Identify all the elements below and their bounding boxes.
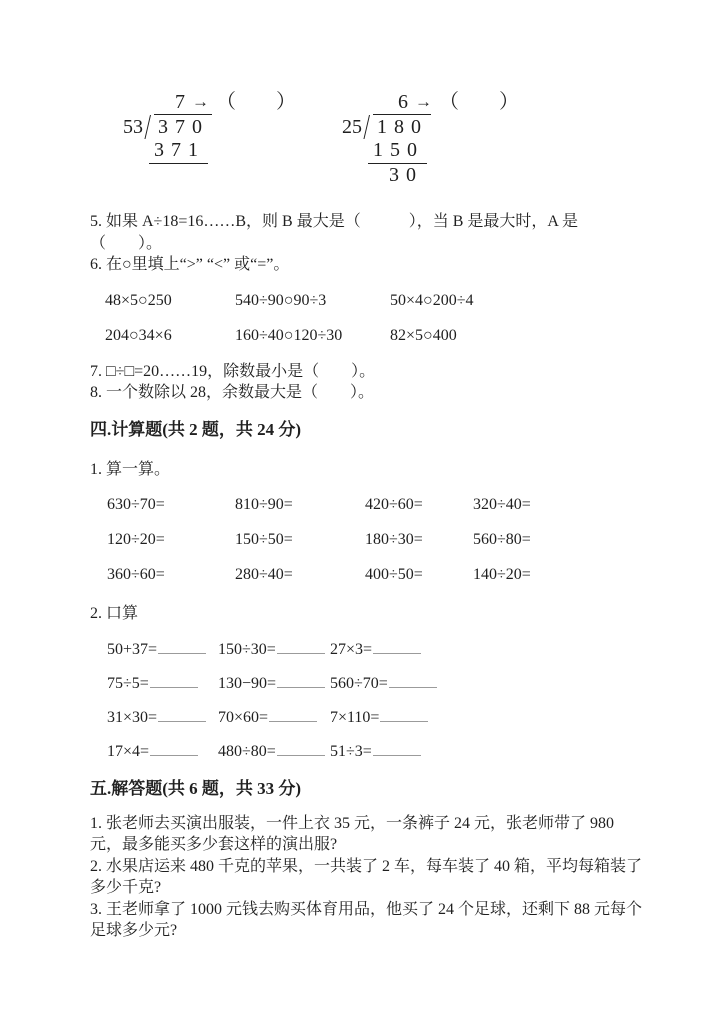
calc-item: 120÷20= <box>107 531 165 548</box>
section-five-heading: 五.解答题(共 6 题，共 33 分) <box>90 778 302 798</box>
answer-parentheses: （ ） <box>439 90 519 113</box>
comp-row <box>105 325 635 347</box>
oral-item <box>330 639 635 661</box>
division-work-lines <box>123 139 296 164</box>
calc-item: 630÷70= <box>107 496 165 513</box>
oral-expression: 51÷3= <box>330 743 372 760</box>
section-four-heading: 四.计算题(共 2 题，共 24 分) <box>90 419 302 439</box>
calc-item: 560÷80= <box>473 531 531 548</box>
oral-item <box>107 639 218 661</box>
oral-item <box>107 707 218 729</box>
answer-blank-line <box>158 708 206 722</box>
oral-expression: 7×110= <box>330 709 380 726</box>
problem-line: 元，最多能买多少套这样的演出服? <box>90 836 338 853</box>
question-8: 8. 一个数除以 28，余数最大是（ ）。 <box>90 384 375 401</box>
answer-blank-line <box>158 640 206 654</box>
dividend: 1 8 0 <box>373 114 431 139</box>
calc-item: 140÷20= <box>473 566 531 583</box>
answer-blank-line <box>150 742 198 756</box>
question-7: 7. □÷□=20……19，除数最小是（ ）。 <box>90 362 376 380</box>
oral-expression: 17×4= <box>107 743 150 760</box>
fill-in-questions-5-6 <box>90 211 635 276</box>
arrow-right-icon: → <box>415 91 432 111</box>
arrow-right-icon: → <box>192 91 209 111</box>
calc-item: 810÷90= <box>235 496 293 513</box>
calc-item: 320÷40= <box>473 496 531 513</box>
answer-blank-line <box>380 708 428 722</box>
comparison-item: 160÷40○120÷30 <box>235 327 343 344</box>
oral-expression: 480÷80= <box>218 743 276 760</box>
comparison-item: 50×4○200÷4 <box>390 291 474 309</box>
oral-item <box>330 707 635 729</box>
division-body <box>342 114 519 139</box>
oral-expression: 70×60= <box>218 709 269 726</box>
division-body <box>123 114 296 139</box>
comparison-item: 540÷90○90÷3 <box>235 291 327 309</box>
calc-item: 150÷50= <box>235 531 293 548</box>
dividend: 3 7 0 <box>154 114 212 139</box>
calc-row <box>107 494 635 516</box>
oral-item <box>218 673 330 695</box>
long-division-figure-1 <box>123 90 296 188</box>
problem-line: 足球多少元? <box>90 922 178 939</box>
question-6: 6. 在○里填上“>” “<” 或“=”。 <box>90 256 290 273</box>
comparison-item: 82×5○400 <box>390 327 457 344</box>
word-problems <box>90 813 643 942</box>
oral-row <box>107 639 635 661</box>
calc-item: 180÷30= <box>365 531 423 548</box>
answer-blank-line <box>373 640 421 654</box>
oral-expression: 150÷30= <box>218 641 276 658</box>
oral-row <box>107 707 635 729</box>
divisor: 25 <box>342 116 362 138</box>
answer-blank-line <box>277 640 325 654</box>
division-work-line: 1 5 0 <box>368 139 427 164</box>
oral-item <box>107 673 218 695</box>
answer-blank-line <box>277 674 325 688</box>
calc-row <box>107 564 635 586</box>
calc-part1-label: 1. 算一算。 <box>90 460 171 478</box>
question-5-line1: 5. 如果 A÷18=16……B，则 B 最大是（ ），当 B 是最大时，A 是 <box>90 213 579 230</box>
oral-item <box>330 741 635 763</box>
long-division-figure-2 <box>342 90 519 188</box>
division-bracket-icon <box>143 114 154 139</box>
problem-line: 2. 水果店运来 480 千克的苹果，一共装了 2 车，每车装了 40 箱，平均每箱装了 <box>90 857 643 875</box>
oral-expression: 130−90= <box>218 675 277 692</box>
answer-blank-line <box>389 674 437 688</box>
oral-expression: 75÷5= <box>107 675 149 692</box>
oral-item <box>218 707 330 729</box>
division-work-line: 3 0 <box>389 164 417 186</box>
quotient-digit: 7 <box>175 90 185 113</box>
oral-calculation-grid <box>90 639 635 763</box>
oral-row <box>107 673 635 695</box>
comparison-item: 48×5○250 <box>105 291 172 309</box>
calc-item: 360÷60= <box>107 566 165 583</box>
oral-expression: 560÷70= <box>330 675 388 692</box>
calculation-grid <box>90 494 635 586</box>
comp-row <box>105 290 635 312</box>
problem-line: 多少千克? <box>90 879 162 896</box>
oral-expression: 31×30= <box>107 709 158 726</box>
oral-expression: 50+37= <box>107 641 158 658</box>
comparison-item: 204○34×6 <box>105 327 172 344</box>
oral-row <box>107 741 635 763</box>
division-bracket-icon <box>362 114 373 139</box>
oral-item <box>107 741 218 763</box>
fill-in-questions-7-8 <box>90 361 635 404</box>
answer-blank-line <box>269 708 317 722</box>
calc-part2-label: 2. 口算 <box>90 604 139 622</box>
answer-blank-line <box>277 742 325 756</box>
calc-row <box>107 529 635 551</box>
calc-item: 280÷40= <box>235 566 293 583</box>
oral-item <box>218 741 330 763</box>
division-work-line: 3 7 1 <box>149 139 208 164</box>
question-5-line2: （ ）。 <box>90 234 163 252</box>
answer-parentheses: （ ） <box>216 90 296 113</box>
calc-item: 420÷60= <box>365 496 423 513</box>
answer-blank-line <box>373 742 421 756</box>
division-work-lines <box>342 139 519 188</box>
quotient-row <box>175 90 296 114</box>
calc-item: 400÷50= <box>365 566 423 583</box>
problem-line: 1. 张老师去买演出服装，一件上衣 35 元，一条裤子 24 元，张老师带了 980 <box>90 814 615 832</box>
quotient-row <box>398 90 519 114</box>
oral-item <box>330 673 635 695</box>
divisor: 53 <box>123 116 143 138</box>
oral-expression: 27×3= <box>330 641 373 658</box>
answer-blank-line <box>150 674 198 688</box>
oral-item <box>218 639 330 661</box>
comparison-grid <box>90 290 635 347</box>
long-division-figures <box>123 90 635 188</box>
quotient-digit: 6 <box>398 90 408 113</box>
problem-line: 3. 王老师拿了 1000 元钱去购买体育用品，他买了 24 个足球，还剩下 88 元每个 <box>90 900 643 918</box>
